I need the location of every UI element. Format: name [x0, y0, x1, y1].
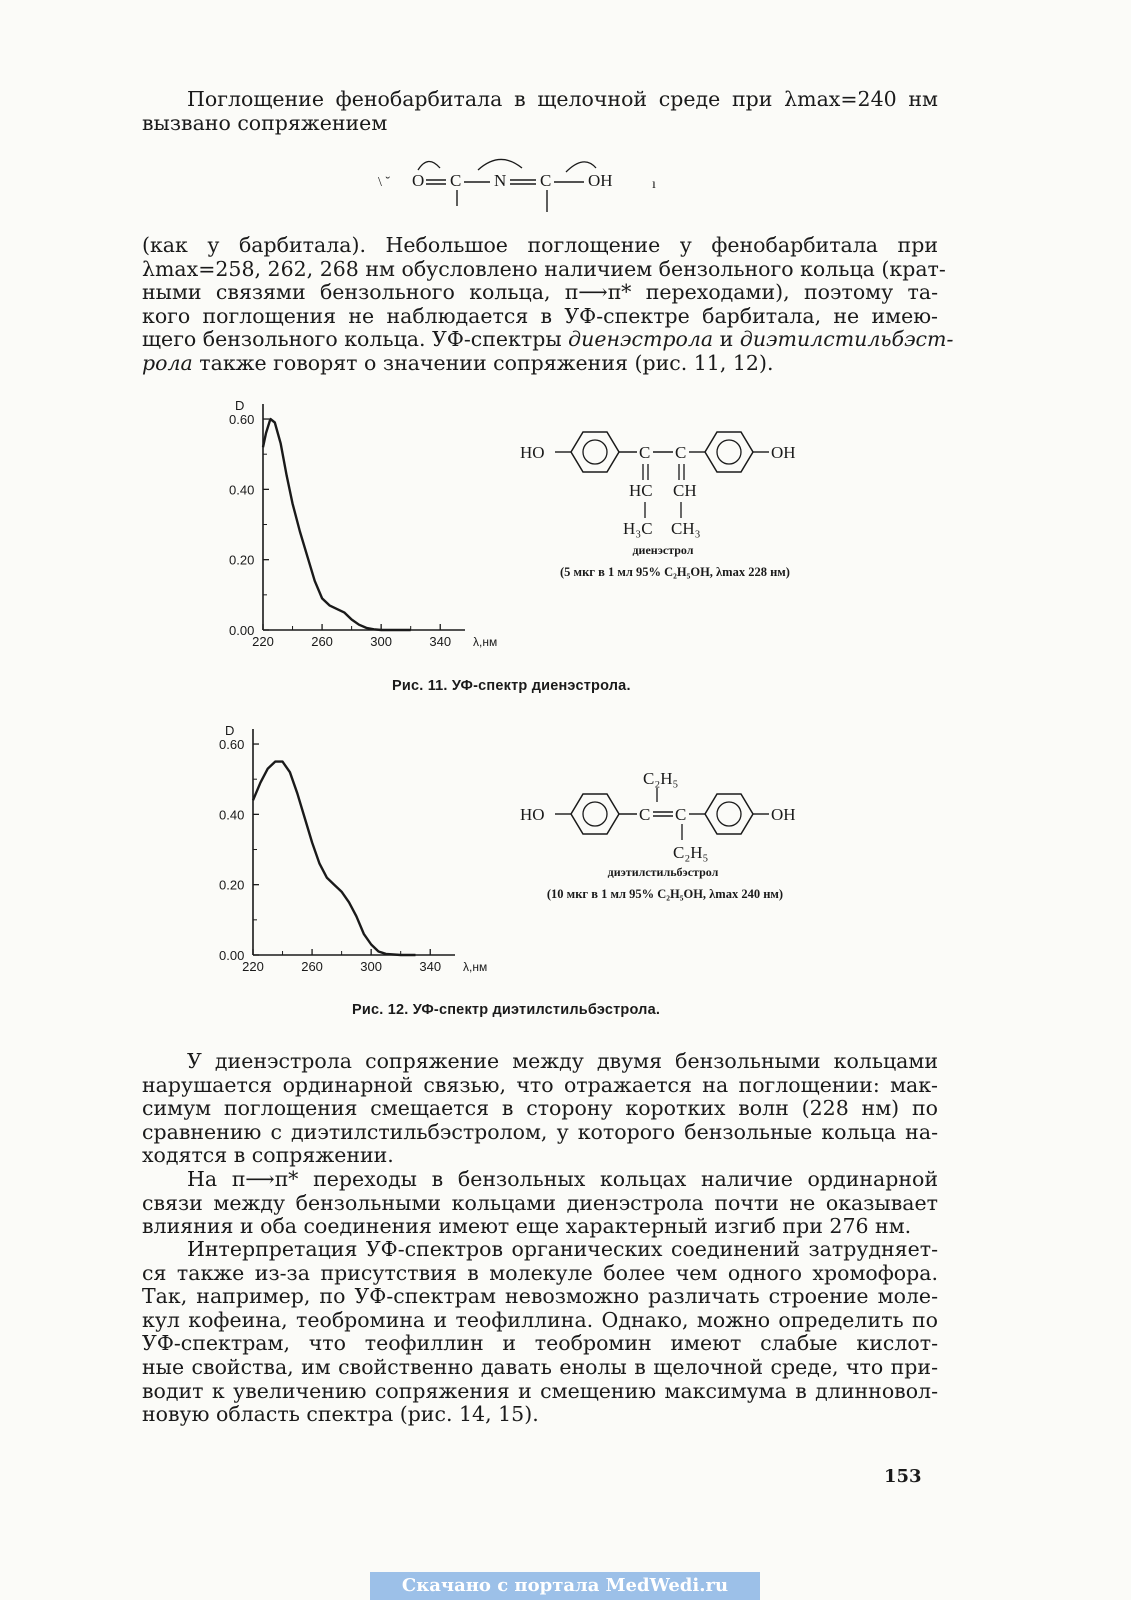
- oh-group: OH: [771, 805, 796, 824]
- paragraph-5: [142, 1238, 938, 1427]
- formula-nitrogen: N: [494, 171, 507, 190]
- fig12-caption: Рис. 12. УФ-спектр диэтилстильбэстрола.: [352, 1002, 661, 1018]
- fig11-molecule: [515, 418, 845, 588]
- benzene-ring-icon: [571, 794, 619, 834]
- fig11-uv-chart: [215, 390, 505, 660]
- fig12-y-tick-label: 0.60: [219, 737, 245, 753]
- fig12-uv-chart: [205, 715, 495, 985]
- page-number: 153: [884, 1466, 922, 1487]
- fig11-caption: Рис. 11. УФ-спектр диенэстрола.: [392, 678, 631, 694]
- p3-line-1: У диенэстрола сопряжение между двумя бензольными кольцами: [187, 1049, 938, 1073]
- fig12-molecule: [515, 760, 845, 910]
- fig11-y-tick-label: 0.60: [229, 412, 255, 428]
- fig12-x-tick-label: 300: [360, 959, 383, 974]
- svg-text:ı: ı: [652, 177, 656, 192]
- fig11-y-tick-label: 0.00: [229, 623, 255, 638]
- fig11-x-tick-label: 340: [429, 634, 452, 649]
- conditions: (5 мкг в 1 мл 95% C₂H₅OH, λmax 228 нм): [560, 565, 790, 579]
- p4-line-1: На π⟶π* переходы в бензольных кольцах наличие ординарной: [187, 1167, 938, 1191]
- ethyl-bottom: C₂H₅: [673, 843, 709, 862]
- fig12-y-label: D: [225, 723, 235, 738]
- p2-line-3: ными связями бензольного кольца, π⟶π* переходами), поэтому та-: [142, 280, 938, 305]
- paragraph-2: [142, 233, 954, 376]
- fig11-y-tick-label: 0.20: [229, 552, 255, 568]
- p5-line-3: Так, например, по УФ-спектрам невозможно различать строение моле-: [142, 1284, 938, 1309]
- p2-line-6: рола также говорят о значении сопряжения (рис. 11, 12).: [142, 350, 774, 375]
- p2-line-2: λmax=258, 262, 268 нм обусловлено наличием бензольного кольца (крат-: [142, 256, 946, 281]
- p2-line-1: (как у барбитала). Небольшое поглощение у фенобарбитала при: [142, 233, 938, 257]
- carbon-1: C: [639, 805, 651, 824]
- h3c-group: H₃C: [623, 519, 653, 538]
- paragraph-4: [142, 1168, 938, 1239]
- compound-name: диенэстрол: [632, 543, 694, 557]
- p3-line-3: симум поглощения смещается в сторону коротких волн (228 нм) по: [142, 1096, 938, 1121]
- fig12-y-tick-label: 0.20: [219, 877, 245, 893]
- p3-line-2: нарушается ординарной связью, что отражается на поглощении: мак-: [142, 1072, 938, 1097]
- ho-group: HO: [520, 805, 545, 824]
- ch-group: CH: [673, 481, 697, 500]
- formula-oxygen: O: [412, 171, 425, 190]
- p3-line-4: сравнению с диэтилстильбэстролом, у которого бензольные кольца на-: [142, 1119, 938, 1144]
- watermark-banner[interactable]: Скачано с портала MedWedi.ru: [370, 1572, 760, 1600]
- paragraph-3: [142, 1050, 938, 1168]
- fig12-x-tick-label: 340: [419, 959, 442, 974]
- fig12-spectrum-line: [253, 762, 416, 955]
- ho-group: HO: [520, 443, 545, 462]
- ch3-group: CH₃: [671, 519, 701, 538]
- formula-carbon-2: C: [540, 171, 552, 190]
- p5-line-5: УФ-спектрам, что теофиллин и теобромин имеют слабые кислот-: [142, 1331, 938, 1356]
- p5-line-8: новую область спектра (рис. 14, 15).: [142, 1402, 539, 1427]
- p4-line-3: влияния и оба соединения имеют еще характерный изгиб при 276 нм.: [142, 1214, 912, 1239]
- ethyl-top: C₂H₅: [643, 769, 679, 788]
- carbon-2: C: [675, 443, 687, 462]
- fig11-x-label: λ,нм: [473, 635, 498, 649]
- p5-line-1: Интерпретация УФ-спектров органических соединений затрудняет-: [187, 1237, 938, 1261]
- p5-line-7: водит к увеличению сопряжения и смещению максимума в длинновол-: [142, 1378, 938, 1403]
- formula-hydroxyl: OH: [588, 171, 613, 190]
- conjugation-formula: [370, 148, 670, 218]
- fig12-x-tick-label: 260: [301, 959, 323, 974]
- fig11-y-label: D: [235, 398, 245, 413]
- fig11-y-tick-label: 0.40: [229, 482, 255, 498]
- p2-line-4: кого поглощения не наблюдается в УФ-спектре барбитала, не имею-: [142, 303, 938, 328]
- svg-text:\ ˘: \ ˘: [378, 175, 391, 190]
- p2-line-5: щего бензольного кольца. УФ-спектры диенэстрола и диэтилстильбэст-: [142, 327, 954, 352]
- fig11-x-tick-label: 220: [252, 634, 274, 649]
- intro-line-2: вызвано сопряжением: [142, 110, 388, 135]
- carbon-2: C: [675, 805, 687, 824]
- p5-line-2: ся также из-за присутствия в молекуле более чем одного хромофора.: [142, 1260, 938, 1285]
- fig12-x-tick-label: 220: [242, 959, 264, 974]
- fig12-x-label: λ,нм: [463, 960, 488, 974]
- fig12-y-tick-label: 0.00: [219, 948, 245, 963]
- p3-line-5: ходятся в сопряжении.: [142, 1143, 394, 1168]
- conditions: (10 мкг в 1 мл 95% C₂H₅OH, λmax 240 нм): [546, 887, 784, 901]
- benzene-ring-icon: [571, 432, 619, 472]
- arrow-icon: [418, 161, 440, 170]
- benzene-ring-icon: [705, 794, 753, 834]
- p5-line-6: ные свойства, им свойственно давать енолы в щелочной среде, что при-: [142, 1354, 938, 1379]
- fig12-y-tick-label: 0.40: [219, 807, 245, 823]
- fig11-x-tick-label: 300: [370, 634, 393, 649]
- hc-group: HC: [629, 481, 653, 500]
- arrow-icon: [478, 159, 522, 170]
- fig11-x-tick-label: 260: [311, 634, 333, 649]
- carbon-1: C: [639, 443, 651, 462]
- fig11-spectrum-line: [263, 419, 411, 630]
- benzene-ring-icon: [705, 432, 753, 472]
- compound-name: диэтилстильбэстрол: [607, 865, 719, 879]
- p5-line-4: кул кофеина, теобромина и теофиллина. Однако, можно определить по: [142, 1307, 938, 1332]
- oh-group: OH: [771, 443, 796, 462]
- p4-line-2: связи между бензольными кольцами диенэстрола почти не оказывает: [142, 1190, 938, 1215]
- formula-carbon-1: C: [450, 171, 462, 190]
- intro-line-1: Поглощение фенобарбитала в щелочной среде при λmax=240 нм: [187, 87, 938, 111]
- intro-paragraph: [142, 88, 938, 135]
